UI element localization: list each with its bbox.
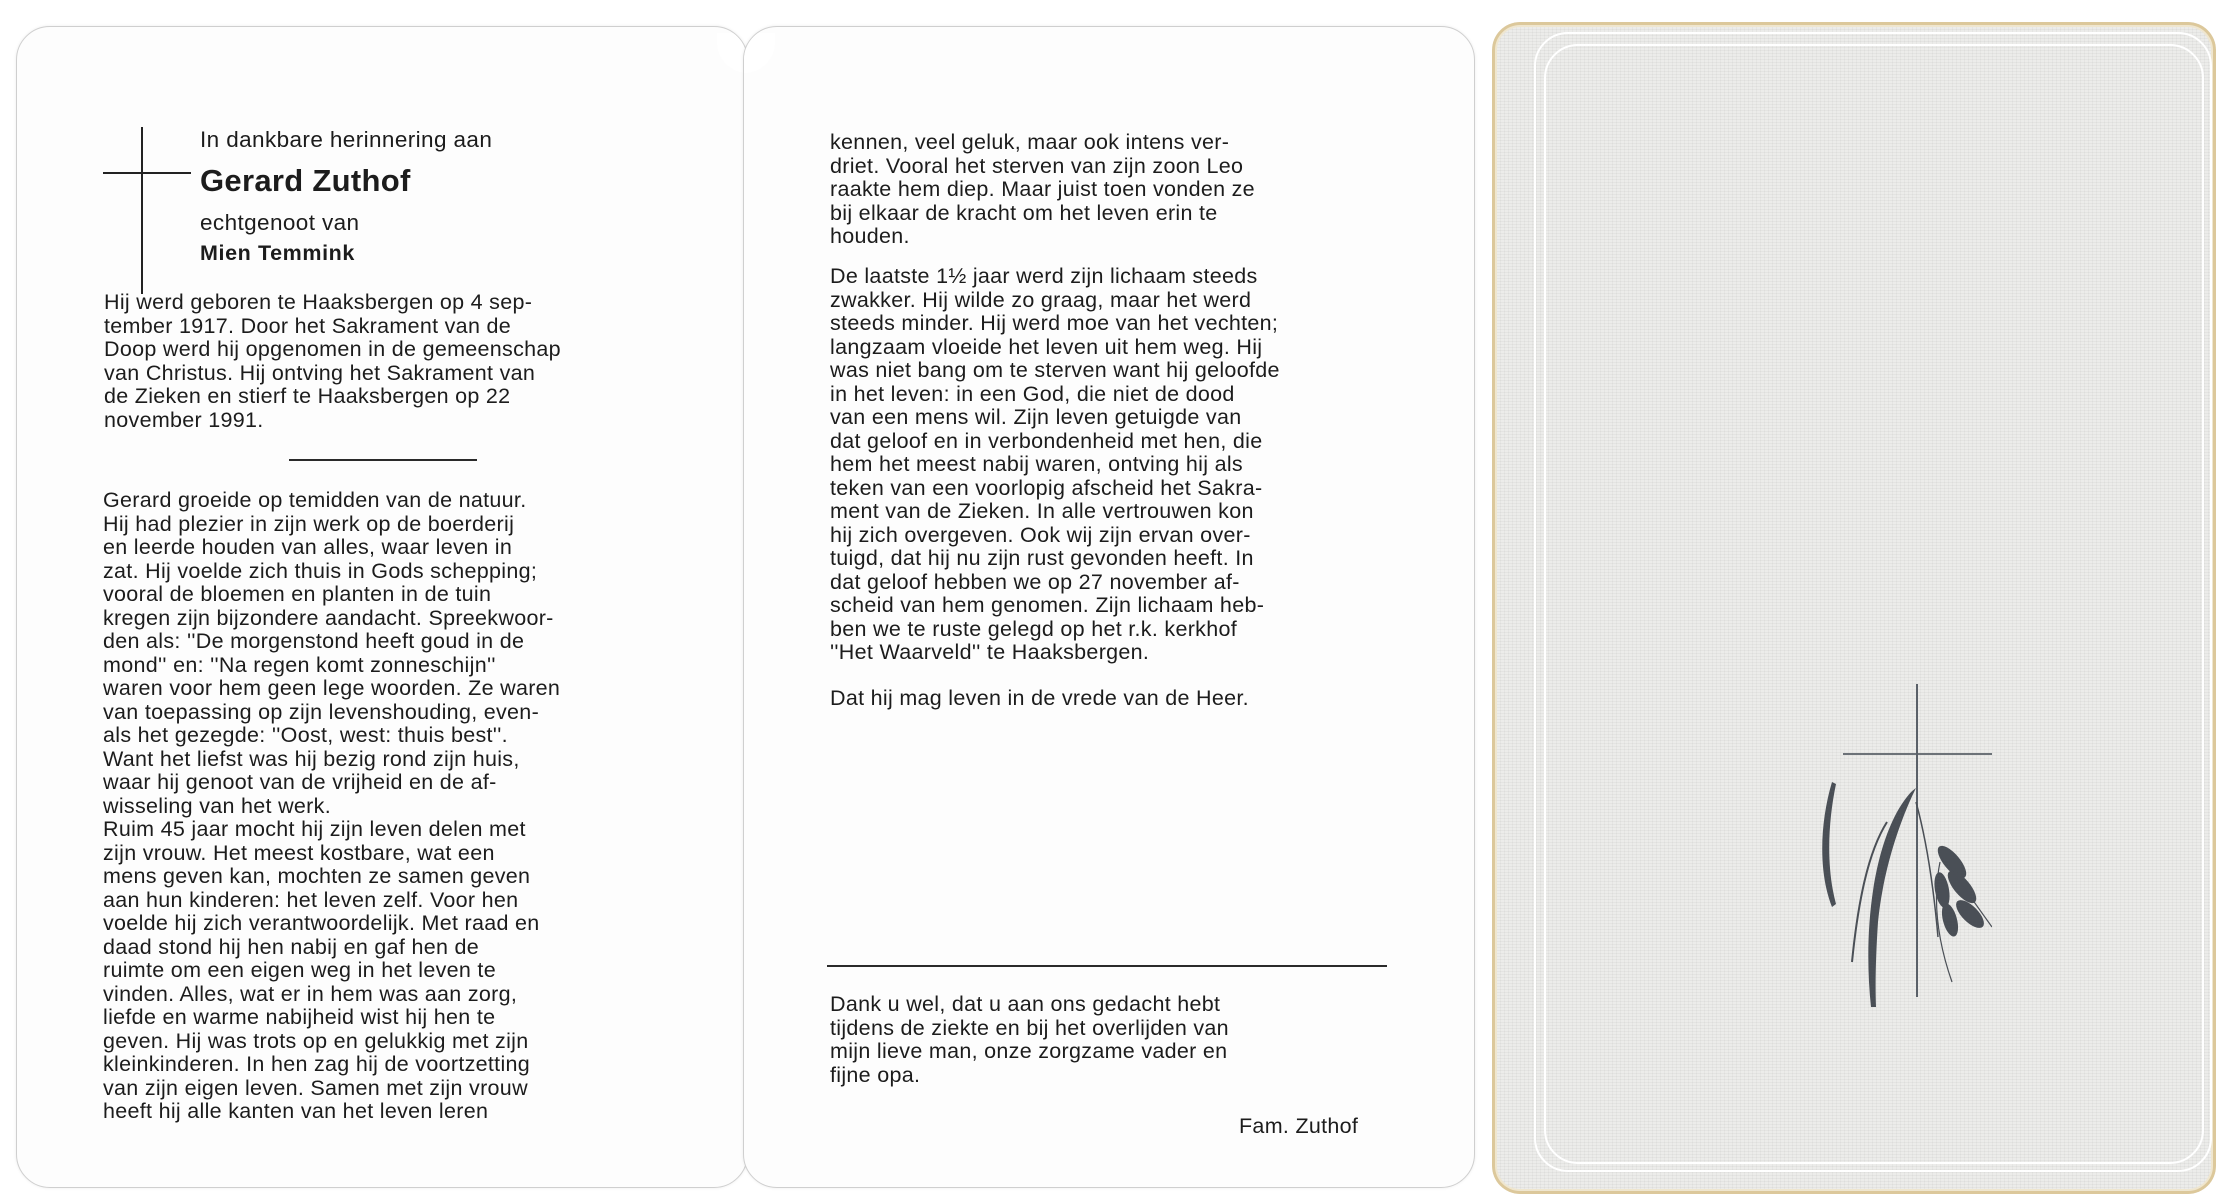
fold-notch [743,33,775,73]
text-line: ''Het Waarveld'' te Haaksbergen. [830,640,1150,664]
text-line: bij elkaar de kracht om het leven erin te [830,200,1218,225]
text-line: geven. Hij was trots op en gelukkig met zijn [103,1028,529,1053]
blessing-line: Dat hij mag leven in de vrede van de Heer. [830,686,1249,710]
text-line: november 1991. [104,407,264,432]
family-signature: Fam. Zuthof [1239,1114,1359,1138]
text-line: langzaam vloeide het leven uit hem weg. Hij [830,334,1263,359]
text-line: Ruim 45 jaar mocht hij zijn leven delen met [103,817,526,841]
text-line: liefde en warme nabijheid wist hij hen te [103,1005,496,1029]
text-line: tuigd, dat hij nu zijn rust gevonden heeft. In [830,546,1254,570]
text-line: driet. Vooral het sterven van zijn zoon Leo [830,153,1244,178]
text-line: was niet bang om te sterven want hij geloofde [830,358,1280,382]
text-line: kennen, veel geluk, maar ook intens ver- [830,130,1230,154]
text-line: steeds minder. Hij werd moe van het vechten; [830,311,1279,335]
text-line: teken van een voorlopig afscheid het Sakra- [830,475,1263,500]
text-line: wisseling van het werk. [103,793,331,818]
text-line: en leerde houden van alles, waar leven in [103,535,513,559]
text-line: Hij had plezier in zijn werk op de boerderij [103,511,515,536]
text-line: daad stond hij hen nabij en gaf hen de [103,934,480,959]
text-line: van een mens wil. Zijn leven getuigde van [830,405,1242,429]
text-line: Dank u wel, dat u aan ons gedacht hebt [830,992,1221,1016]
text-line: den als: ''De morgenstond heeft goud in de [103,629,525,653]
text-line: mond'' en: ''Na regen komt zonneschijn'' [103,652,496,677]
text-line: in het leven: in een God, die niet de dood [830,381,1235,406]
text-line: de Zieken en stierf te Haaksbergen op 22 [104,384,511,408]
cross-wheat-icon [1792,662,1992,1062]
spouse-name: Mien Temmink [200,241,355,265]
text-line: ment van de Zieken. In alle vertrouwen kon [830,499,1254,523]
text-line: heeft hij alle kanten van het leven leren [103,1099,489,1123]
text-line: ruimte om een eigen weg in het leven te [103,958,496,982]
card-left-panel [16,26,748,1188]
text-line: tember 1917. Door het Sakrament van de [104,313,511,338]
bio-paragraph [104,291,664,432]
text-line: houden. [830,224,910,248]
card-middle-panel [743,26,1475,1188]
text-line: van zijn eigen leven. Samen met zijn vrouw [103,1075,528,1100]
text-line: waren voor hem geen lege woorden. Ze waren [103,676,561,700]
thanks-paragraph [830,993,1386,1087]
text-line: De laatste 1½ jaar werd zijn lichaam steeds [830,264,1258,288]
text-line: dat geloof hebben we op 27 november af- [830,569,1240,594]
text-line: voelde hij zich verantwoordelijk. Met raad en [103,911,540,935]
text-line: hem het meest nabij waren, ontving hij als [830,452,1243,476]
text-line: Doop werd hij opgenomen in de gemeenschap [104,337,561,361]
text-line: van Christus. Hij ontving het Sakrament van [104,360,536,385]
text-line: dat geloof en in verbondenheid met hen, die [830,428,1263,453]
divider [827,965,1387,967]
text-line: vinden. Alles, wat er in hem was aan zorg, [103,981,518,1006]
text-line: fijne opa. [830,1062,921,1087]
deceased-name: Gerard Zuthof [200,163,411,198]
text-line: tijdens de ziekte en bij het overlijden van [830,1015,1229,1040]
illness-paragraph [830,265,1386,665]
text-line: zwakker. Hij wilde zo graag, maar het werd [830,287,1252,312]
text-line: raakte hem diep. Maar juist toen vonden ze [830,177,1255,201]
text-line: als het gezegde: ''Oost, west: thuis best''. [103,723,508,747]
text-line: hij zich overgeven. Ook wij zijn ervan over- [830,522,1251,547]
divider [289,459,477,461]
text-line: van toepassing op zijn levenshouding, even- [103,699,540,724]
text-line: aan hun kinderen: het leven zelf. Voor hen [103,887,519,912]
text-line: zijn vrouw. Het meest kostbare, wat een [103,840,495,865]
text-line: mens geven kan, mochten ze samen geven [103,864,531,888]
text-line: vooral de bloemen en planten in de tuin [103,582,492,606]
card-front-cover [1492,22,2216,1194]
text-line: scheid van hem genomen. Zijn lichaam heb- [830,593,1265,617]
text-line: mijn lieve man, onze zorgzame vader en [830,1039,1228,1063]
text-line: Gerard groeide op temidden van de natuur. [103,488,527,512]
intro-text: In dankbare herinnering aan [200,127,493,152]
text-line: Want het liefst was hij bezig rond zijn huis, [103,746,520,771]
continuation-paragraph [830,131,1386,249]
text-line: zat. Hij voelde zich thuis in Gods schepping; [103,558,538,583]
story-paragraph [103,489,665,1124]
text-line: Hij werd geboren te Haaksbergen op 4 sep- [104,290,533,314]
text-line: ben we te ruste gelegd op het r.k. kerkhof [830,616,1238,641]
text-line: waar hij genoot van de vrijheid en de af- [103,770,497,794]
text-line: kregen zijn bijzondere aandacht. Spreekwoor- [103,605,554,630]
spouse-label: echtgenoot van [200,210,360,235]
text-line: kleinkinderen. In hen zag hij de voortzetting [103,1052,531,1076]
